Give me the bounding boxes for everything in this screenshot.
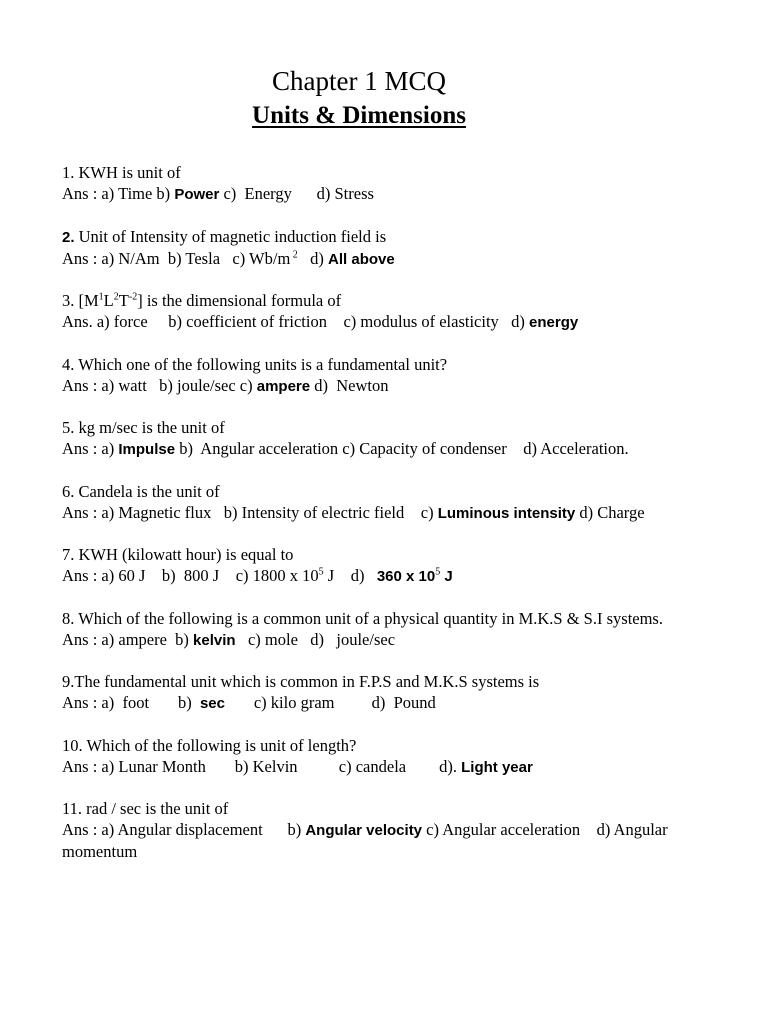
answer-answer-highlight: Impulse (118, 441, 176, 458)
answer-text: c) Energy d) Stress (219, 184, 374, 203)
question-text: 8. Which of the following is a common unit of a physical quantity in M.K.S & S.I systems. (62, 608, 663, 628)
answer-answer-highlight: kelvin (193, 631, 236, 649)
question-text (62, 544, 722, 565)
question-text (62, 671, 722, 692)
question-item (62, 608, 722, 651)
page-subtitle (0, 99, 718, 133)
question-text (62, 735, 722, 756)
answer-text: b) Angular acceleration c) Capacity of condenser d) Acceleration. (175, 439, 629, 458)
answer-line (62, 248, 722, 270)
answer-text: c) Angular acceleration d) Angular momentum (62, 820, 672, 861)
answer-superscript: 5 (435, 566, 441, 578)
answer-answer-highlight: ampere (256, 377, 311, 395)
question-text (62, 354, 722, 375)
answer-line (62, 183, 722, 205)
question-item (62, 671, 722, 714)
question-item (62, 417, 722, 460)
question-list (62, 162, 722, 883)
question-text: 4. Which one of the following units is a fundamental unit? (62, 354, 448, 374)
answer-line (62, 692, 722, 714)
answer-answer-highlight: Angular velocity (305, 822, 423, 839)
question-text: 10. Which of the following is unit of length? (62, 735, 357, 755)
question-text (62, 162, 722, 183)
answer-text: Ans : a) foot b) (62, 693, 200, 712)
question-item (62, 354, 722, 397)
answer-text: d) (297, 248, 329, 268)
answer-text: J d) (323, 566, 377, 585)
answer-answer-highlight: energy (529, 314, 579, 331)
question-text: 11. rad / sec is the unit of (62, 799, 229, 818)
answer-answer-highlight: Power (174, 186, 220, 203)
question-item (62, 481, 722, 524)
answer-text: d) Charge (575, 502, 645, 522)
answer-text: Ans : a) Time b) (62, 184, 175, 203)
answer-text: Ans : a) (62, 439, 119, 458)
question-text (62, 798, 722, 819)
question-superscript: 2 (113, 291, 119, 303)
answer-text: Ans. a) force b) coefficient of friction c) modulus of elasticity d) (62, 312, 530, 331)
answer-text: Ans : a) Lunar Month b) Kelvin c) candela d). (62, 756, 462, 776)
answer-line (62, 375, 722, 397)
question-item (62, 162, 722, 205)
question-item (62, 735, 722, 778)
question-answer-highlight: 2. (62, 228, 75, 246)
answer-line (62, 311, 722, 333)
answer-line (62, 629, 722, 651)
question-text: 7. KWH (kilowatt hour) is equal to (62, 545, 294, 564)
question-item (62, 226, 722, 270)
subtitle-text: Units & Dimensions (252, 102, 466, 129)
answer-answer-highlight: Luminous intensity (437, 504, 576, 522)
answer-superscript: 2 (290, 249, 298, 260)
question-item (62, 290, 722, 333)
answer-text: Ans : a) 60 J b) 800 J c) 1800 x 10 (62, 566, 319, 585)
answer-text: d) Newton (310, 375, 389, 395)
answer-line (62, 565, 722, 587)
question-text (62, 481, 722, 502)
answer-superscript: 5 (318, 566, 324, 578)
question-text: 5. kg m/sec is the unit of (62, 418, 225, 437)
question-text: T (118, 291, 129, 310)
question-item (62, 798, 722, 862)
question-text: L (103, 291, 114, 310)
answer-text: Ans : a) Magnetic flux b) Intensity of electric field c) (62, 502, 438, 522)
question-text (62, 417, 722, 438)
answer-answer-highlight: Light year (461, 758, 533, 776)
answer-line (62, 756, 722, 778)
question-item (62, 544, 722, 587)
question-text: 9.The fundamental unit which is common in F.P.S and M.K.S systems is (62, 672, 540, 691)
answer-text: Ans : a) ampere b) (62, 629, 194, 649)
question-text: ] is the dimensional formula of (137, 291, 342, 310)
question-superscript: 1 (98, 291, 104, 303)
answer-text: Ans : a) Angular displacement b) (62, 820, 306, 839)
answer-text: c) mole d) joule/sec (235, 629, 396, 649)
question-text: 1. KWH is unit of (62, 163, 181, 182)
question-text: 6. Candela is the unit of (62, 481, 220, 501)
question-text (62, 608, 722, 629)
answer-answer-highlight: 360 x 10 (376, 568, 436, 585)
question-text: 3. [M (62, 291, 99, 310)
answer-line (62, 502, 722, 524)
answer-text: Ans : a) N/Am b) Tesla c) Wb/m (62, 248, 291, 268)
question-text: Unit of Intensity of magnetic induction field is (74, 226, 387, 246)
question-text (62, 290, 722, 311)
question-text (62, 226, 722, 248)
answer-text: c) kilo gram d) Pound (224, 693, 436, 712)
answer-answer-highlight: All above (328, 250, 395, 268)
question-superscript: -2 (128, 291, 138, 303)
page-title: Chapter 1 MCQ (272, 66, 446, 96)
answer-text: Ans : a) watt b) joule/sec c) (62, 375, 257, 395)
answer-line (62, 819, 722, 862)
answer-line (62, 438, 722, 460)
answer-answer-highlight: J (440, 568, 453, 585)
answer-answer-highlight: sec (199, 695, 225, 712)
